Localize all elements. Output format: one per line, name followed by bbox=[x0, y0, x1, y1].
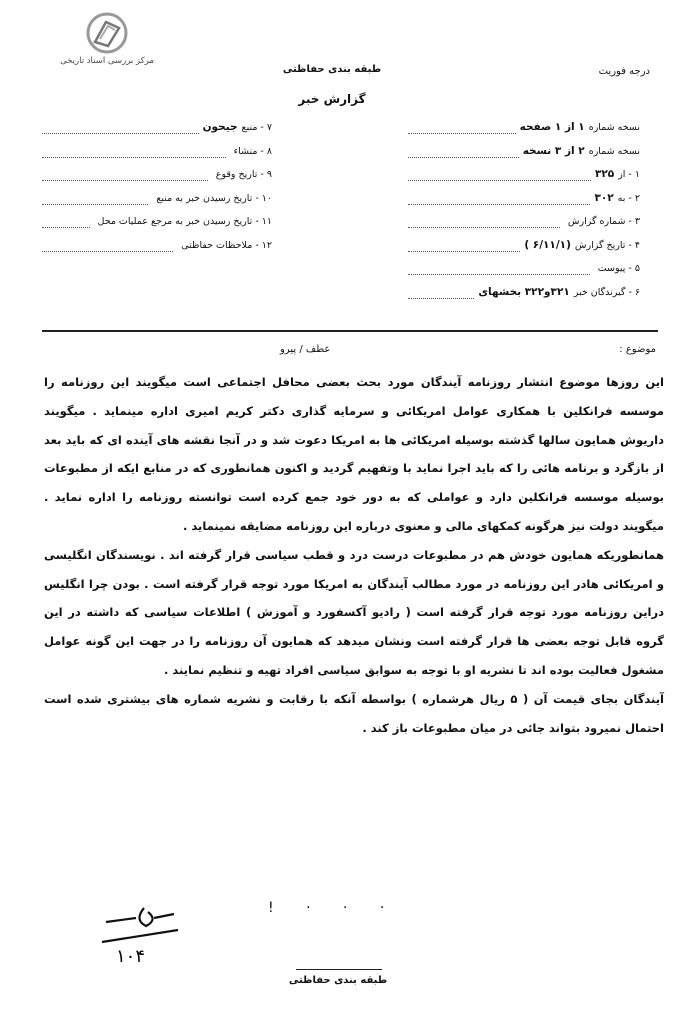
field-value: جیحون bbox=[202, 121, 238, 133]
field-label: ۴ - تاریخ گزارش bbox=[574, 239, 640, 251]
subject-reference: عطف / پیرو bbox=[280, 344, 331, 355]
field-label: ۲ - به bbox=[617, 192, 640, 204]
field-dotted-line bbox=[408, 262, 590, 275]
fields_right-field bbox=[408, 210, 640, 234]
field-label: ۷ - منبع bbox=[241, 122, 272, 133]
report-body bbox=[44, 368, 664, 742]
report-title: گزارش خبر bbox=[298, 92, 366, 106]
marginal-number: ۱۰۴ bbox=[116, 946, 146, 967]
handwritten-marks: ! · · · bbox=[268, 900, 399, 916]
field-dotted-line bbox=[408, 239, 520, 252]
fields_right-field bbox=[408, 163, 640, 187]
field-value: ۳۲۵ bbox=[594, 168, 615, 180]
fields-left bbox=[42, 116, 272, 257]
field-dotted-line bbox=[42, 215, 90, 228]
field-dotted-line bbox=[408, 192, 590, 205]
classification-bottom: طبقه بندی حفاظتی bbox=[288, 975, 388, 986]
field-dotted-line bbox=[408, 121, 516, 134]
field-dotted-line bbox=[42, 121, 199, 134]
field-dotted-line bbox=[42, 145, 226, 158]
bottom-divider bbox=[296, 969, 382, 970]
classification-top: طبقه بندی حفاظتی bbox=[282, 64, 382, 75]
fields_left-field bbox=[42, 210, 272, 234]
fields_right-field bbox=[408, 187, 640, 211]
subject-label: موضوع : bbox=[619, 344, 656, 355]
fields_right-field bbox=[408, 116, 640, 140]
field-label: ۸ - منشاء bbox=[233, 145, 272, 157]
field-dotted-line bbox=[408, 215, 560, 228]
fields_right-field bbox=[408, 281, 640, 305]
field-label: ۱۱ - تاریخ رسیدن خبر به مرجع عملیات محل bbox=[97, 216, 272, 227]
body-paragraph: همانطوریکه همایون خودش هم در مطبوعات درست درد و قطب سیاسی قرار گرفته اند . نویسندگان انگلیسی و امریکائی هادر این روزنامه در مورد مطالب آیندگان به امریکا مورد توجه قرار گرفته است . بودن چرا انگلیس دراین روزنامه مورد توجه قرار گرفته است ( رادیو آکسفورد و آموزش ) اطلاعات سیاسی که داشته در این گروه قابل توجه بعضی ها قرار گرفته است ونشان میدهد که همایون آن روزنامه را در جهت این گونه عوامل مشغول فعالیت بوده اند تا نشریه او با توجه به سوابق سیاسی افراد تهیه و تنظیم نمایند . bbox=[44, 547, 664, 677]
field-label: ۳ - شماره گزارش bbox=[567, 216, 640, 227]
fields_left-field bbox=[42, 163, 272, 187]
field-dotted-line bbox=[42, 239, 173, 252]
fields_right-field bbox=[408, 140, 640, 164]
fields_left-field bbox=[42, 234, 272, 258]
field-dotted-line bbox=[408, 145, 519, 158]
field-dotted-line bbox=[408, 168, 591, 181]
field-dotted-line bbox=[42, 168, 208, 181]
field-value: ۳۲۱و۳۲۲ بخشهای bbox=[478, 285, 570, 298]
fields_left-field bbox=[42, 140, 272, 164]
field-value: ۱ از ۱ صفحه bbox=[519, 121, 585, 133]
archive-name: مرکز بررسی اسناد تاریخی bbox=[60, 56, 154, 66]
field-label: ۱ - از bbox=[618, 169, 640, 180]
priority-label: درجه فوریت bbox=[598, 66, 650, 77]
field-label: ۹ - تاریخ وقوع bbox=[215, 169, 272, 180]
field-label: ۱۲ - ملاحظات حفاظتی bbox=[181, 239, 272, 251]
body-paragraph: این روزها موضوع انتشار روزنامه آیندگان مورد بحث بعضی محافل اجتماعی است میگویند این روزنامه را موسسه فرانکلین با همکاری عوامل امریکائی و سرمایه گذاری دکتر کریم امیری اداره مینماید . میگویند داریوش همایون سالها گذشته بوسیله امریکائی ها به امریکا دعوت شد و در آنجا نقشه های آینده ای که باید بعد از بازگرد و برنامه هائی را که باید اجرا نماید با وتفهیم گردید و اکنون همانطوری که در منابع ایکه از مطبوعات بوسیله موسسه فرانکلین دارد و عواملی که به دور خود جمع کرده است توانسته روزنامه را اداره نماید . میگویند دولت نیز هرگونه کمکهای مالی و معنوی درباره این روزنامه مضایقه نمینماید . bbox=[44, 375, 664, 533]
field-label: نسخه شماره bbox=[588, 122, 640, 133]
field-label: ۶ - گیرندگان خبر bbox=[573, 286, 640, 298]
field-label: نسخه شماره bbox=[588, 145, 640, 157]
archive-emblem-icon bbox=[86, 12, 128, 54]
handwritten-annotation bbox=[96, 900, 186, 970]
fields_left-field bbox=[42, 116, 272, 140]
fields_right-field bbox=[408, 257, 640, 281]
field-label: ۱۰ - تاریخ رسیدن خبر به منبع bbox=[156, 192, 272, 204]
field-value: (۶/۱۱/۱ ) bbox=[524, 238, 571, 251]
field-dotted-line bbox=[408, 286, 474, 299]
archive-logo bbox=[32, 12, 182, 72]
fields_right-field bbox=[408, 234, 640, 258]
field-value: ۲ از ۳ نسخه bbox=[522, 144, 585, 157]
fields_left-field bbox=[42, 187, 272, 211]
field-value: ۳۰۲ bbox=[594, 191, 614, 204]
fields-right bbox=[408, 116, 640, 304]
header-divider bbox=[42, 330, 658, 332]
field-label: ۵ - پیوست bbox=[597, 263, 640, 274]
field-dotted-line bbox=[42, 192, 148, 205]
body-paragraph: آیندگان بجای قیمت آن ( ۵ ریال هرشماره ) بواسطه آنکه با رقابت و نشریه شماره های بیشتری شده است احتمال نمیرود بتواند جائی در میان مطبوعات باز کند . bbox=[44, 691, 664, 735]
